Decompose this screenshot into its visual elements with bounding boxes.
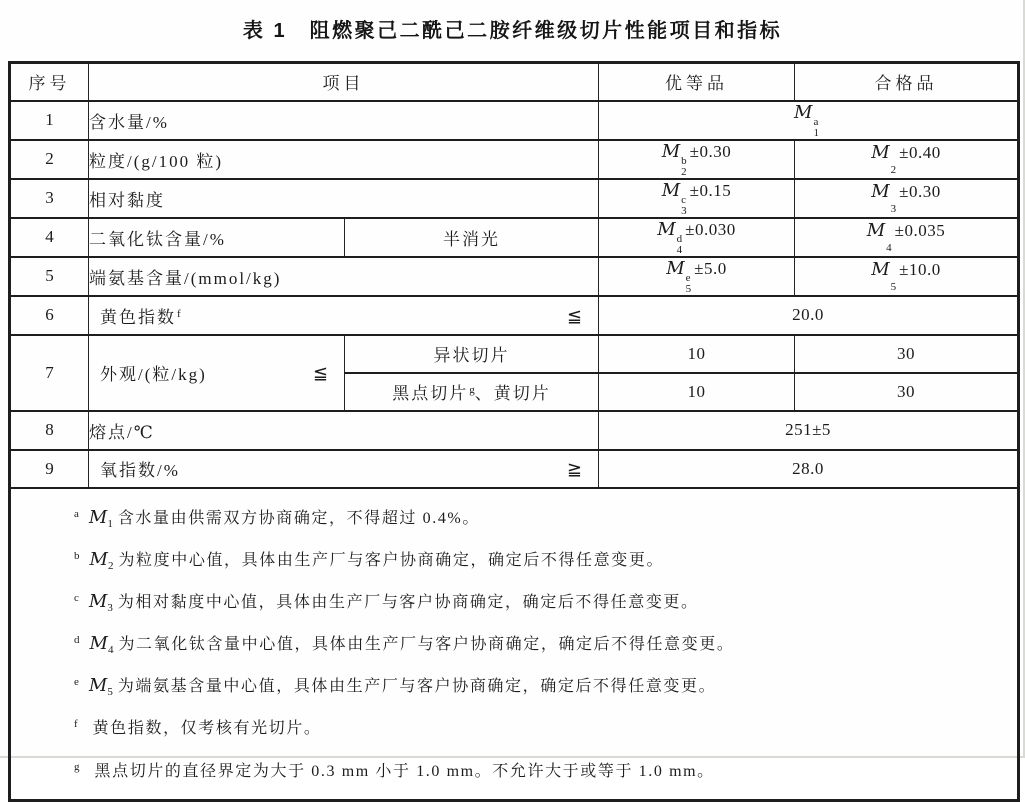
- cell-premium: M e 5 ±5.0: [599, 257, 795, 296]
- cell-no: 7: [10, 335, 89, 411]
- cell-value-merged: 20.0: [599, 296, 1019, 335]
- cell-qualified: 30: [795, 335, 1019, 373]
- m-symbol: M: [666, 257, 685, 279]
- footnote-text: 黄色指数，仅考核有光切片。: [92, 720, 322, 738]
- m-subsup: b 2: [681, 154, 687, 178]
- m-symbol: M: [871, 142, 890, 163]
- cell-item: 含水量/%: [89, 101, 599, 140]
- footnote-text: 为二氧化钛含量中心值，具体由生产厂与客户协商确定，确定后不得任意变更。: [118, 636, 735, 654]
- item-label: 外观/(粒/kg): [100, 365, 207, 384]
- footnote-marker: c: [74, 591, 79, 604]
- footnote-marker: g: [74, 760, 80, 773]
- less-equal-operator: ≦: [566, 305, 582, 327]
- footnote-f: [74, 714, 993, 745]
- m-subsup: 2: [890, 164, 897, 176]
- cell-premium: 10: [599, 335, 795, 373]
- footnote-text: 黑点切片的直径界定为大于 0.3 mm 小于 1.0 mm。不允许大于或等于 1.0 mm。: [94, 762, 715, 780]
- m-symbol: M: [661, 140, 681, 162]
- m-subsup: 5: [890, 281, 897, 293]
- m-symbol: M: [89, 633, 108, 655]
- cell-qualified: 30: [795, 373, 1019, 411]
- cell-premium: M d 4 ±0.030: [599, 218, 795, 257]
- footnote-marker: e: [74, 676, 79, 689]
- cell-sub-item: 黑点切片$^g$、黄切片: [345, 373, 599, 411]
- spec-table: [8, 61, 1020, 802]
- m-subsup: c 3: [681, 193, 687, 217]
- cell-premium: M b 2 ±0.30: [599, 140, 795, 179]
- header-cell-qualified: 合格品: [795, 63, 1019, 101]
- cell-item: 熔点/℃: [89, 411, 599, 450]
- cell-no: 2: [10, 140, 89, 179]
- item-label: 氧指数/%: [100, 461, 180, 480]
- cell-sub-item: 异状切片: [345, 335, 599, 373]
- footnote-text: 为相对黏度中心值，具体由生产厂与客户协商确定，确定后不得任意变更。: [117, 593, 699, 611]
- cell-no: 1: [10, 101, 89, 140]
- footnote-marker: a: [74, 507, 79, 520]
- table-row: [10, 411, 1019, 450]
- cell-value-merged: [599, 101, 1019, 140]
- m-symbol: M: [794, 101, 813, 123]
- cell-premium: 10: [599, 373, 795, 411]
- footnote-d: $^d$ $M_4$ 为二氧化钛含量中心值，具体由生产厂与客户协商确定，确定后不得任意变更。: [74, 633, 735, 657]
- cell-item: 二氧化钛含量/%: [89, 218, 345, 257]
- m-symbol: M: [871, 259, 890, 280]
- m-subsup: e 5: [685, 271, 692, 295]
- footnote-text: 为粒度中心值，具体由生产厂与客户协商确定，确定后不得任意变更。: [118, 551, 665, 569]
- cell-no: 5: [10, 257, 89, 296]
- footnote-e: $^e$ $M_5$ 为端氨基含量中心值，具体由生产厂与客户协商确定，确定后不得任意变更。: [74, 675, 717, 699]
- footnote-marker: f: [74, 718, 78, 731]
- footnote-ref: g: [469, 384, 475, 396]
- cell-item-with-operator: [89, 296, 599, 335]
- item-label: 黄色指数$^f$: [100, 307, 181, 327]
- footnote-text: 含水量由供需双方协商确定，不得超过 0.4%。: [117, 509, 480, 527]
- m-subsup: 4: [886, 242, 892, 254]
- cell-premium: M c 3 ±0.15: [599, 179, 795, 218]
- table-row: [10, 257, 1019, 296]
- cell-qualified: M 4 ±0.035: [795, 218, 1019, 257]
- table-title: 表 1 阻燃聚己二酰己二胺纤维级切片性能项目和指标: [242, 20, 783, 42]
- m-symbol: M: [657, 218, 676, 240]
- header-cell-no: 序号: [10, 63, 89, 101]
- cell-item: 粒度/(g/100 粒): [89, 140, 599, 179]
- footnote-text: 为端氨基含量中心值，具体由生产厂与客户协商确定，确定后不得任意变更。: [117, 678, 717, 696]
- m-subsup: a 1: [813, 115, 819, 139]
- footnote-marker: b: [74, 549, 80, 562]
- cell-no: 6: [10, 296, 89, 335]
- cell-no: 4: [10, 218, 89, 257]
- cell-value-merged: 251±5: [599, 411, 1019, 450]
- m-symbol: M: [866, 220, 886, 241]
- cell-sub-item: 半消光: [345, 218, 599, 257]
- greater-equal-operator: ≧: [566, 459, 582, 480]
- m-symbol: M: [88, 590, 108, 612]
- footnote-c: $^c$ $M_3$ 为相对黏度中心值，具体由生产厂与客户协商确定，确定后不得任意变更。: [74, 590, 699, 615]
- footnote-marker: d: [74, 634, 80, 647]
- table-row: [10, 450, 1019, 488]
- footnotes-block: [11, 489, 1017, 788]
- cell-item-with-operator: [89, 450, 599, 488]
- table-row: [10, 218, 1019, 257]
- header-cell-premium: 优等品: [599, 63, 795, 101]
- cell-qualified: M 3 ±0.30: [795, 179, 1019, 218]
- m-subsup: d 4: [676, 232, 683, 256]
- m-symbol: M: [89, 548, 108, 570]
- cell-no: 9: [10, 450, 89, 488]
- cell-item: 端氨基含量/(mmol/kg): [89, 257, 599, 296]
- footnote-g: [74, 757, 993, 788]
- m-symbol: M: [88, 506, 108, 528]
- header-cell-item: 项目: [89, 63, 599, 101]
- less-equal-operator: ≦: [312, 363, 328, 384]
- table-row: [10, 140, 1019, 179]
- cell-item-with-operator: [89, 335, 345, 411]
- m-symbol: M: [88, 675, 108, 697]
- table-row: [10, 296, 1019, 335]
- footnote-ref: f: [177, 307, 181, 320]
- m-symbol: M: [871, 181, 890, 202]
- cell-qualified: M 5 ±10.0: [795, 257, 1019, 296]
- footnote-a: $^a$ $M_1$ 含水量由供需双方协商确定，不得超过 0.4%。: [74, 506, 480, 530]
- m-symbol: M: [661, 179, 681, 201]
- header-row: [10, 63, 1019, 101]
- cell-no: 3: [10, 179, 89, 218]
- m-subsup: 3: [890, 203, 897, 215]
- cell-no: 8: [10, 411, 89, 450]
- footnotes-row: [10, 488, 1019, 801]
- footnote-b: $^b$ $M_2$ 为粒度中心值，具体由生产厂与客户协商确定，确定后不得任意变更。: [74, 548, 665, 572]
- table-row: [10, 101, 1019, 140]
- cell-item: 相对黏度: [89, 179, 599, 218]
- table-row: [10, 335, 1019, 373]
- table-row: [10, 179, 1019, 218]
- cell-value-merged: 28.0: [599, 450, 1019, 488]
- footnotes-cell: [10, 488, 1019, 801]
- cell-qualified: M 2 ±0.40: [795, 140, 1019, 179]
